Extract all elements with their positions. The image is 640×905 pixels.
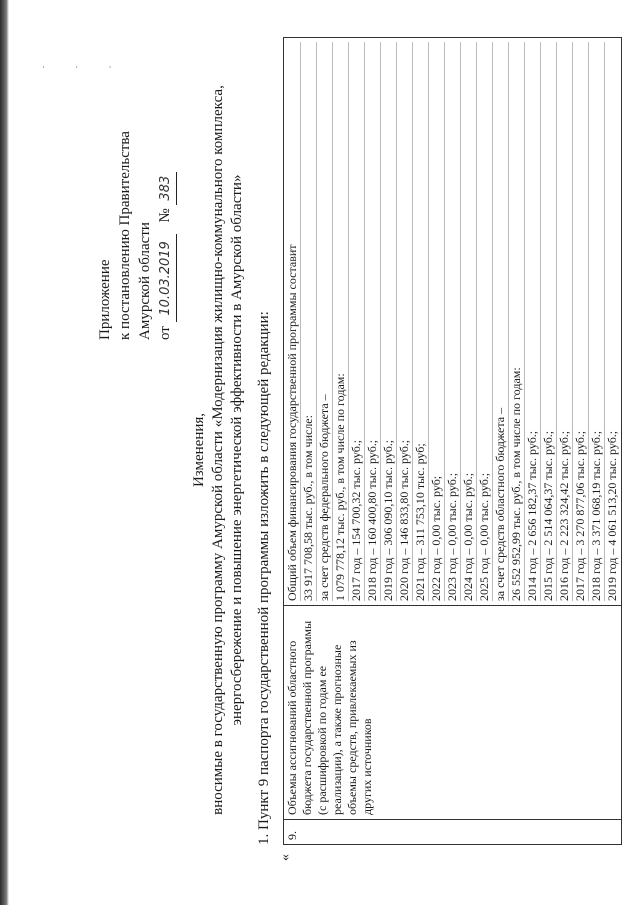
amount-line: 2016 год – 2 223 324,42 тыс. руб.;: [557, 42, 573, 601]
amount-line: 33 917 708,58 тыс. руб., в том числе:: [301, 42, 317, 601]
from-label: от: [157, 326, 173, 340]
amount-line: 2014 год – 2 656 182,37 тыс. руб.;: [525, 42, 541, 601]
title-heading: Изменения,: [191, 412, 207, 488]
amount-line: 2018 год – 160 400,80 тыс. руб.;: [365, 42, 381, 601]
title-line-1: вносимые в государственную программу Амурской области «Модернизация жилищно-коммунального комплекса,: [210, 85, 226, 815]
title-line-2: энергосбережение и повышение энергетической эффективности в Амурской области»: [229, 174, 245, 726]
amount-line: 2017 год – 3 270 877,06 тыс. руб.;: [573, 42, 589, 601]
amount-line: 2019 год – 306 090,10 тыс. руб.;: [381, 42, 397, 601]
passport-table: [283, 37, 622, 845]
appendix-region: Амурской области: [137, 222, 153, 340]
amount-line: 2025 год – 0,00 тыс. руб.;: [477, 42, 493, 601]
appendix-resolution: к постановлению Правительства: [117, 131, 133, 340]
amount-line: 2017 год – 154 700,32 тыс. руб.;: [349, 42, 365, 601]
number-label: №: [157, 208, 173, 223]
row-name: Объемы ассигнований областного бюджета государственной программы (с расшифровкой по годам ее реализации), а также прогнозные объемы средств, привлекаемых из других источников: [284, 606, 622, 820]
handwritten-date: 10.03.2019: [156, 234, 177, 322]
amount-line: Общий объем финансирования государственной программы составит: [285, 42, 301, 601]
amount-line: за счет средств федерального бюджета –: [317, 42, 333, 601]
opening-quote: «: [278, 854, 293, 861]
amount-line: 2015 год – 2 514 064,37 тыс. руб.;: [541, 42, 557, 601]
appendix-header: [95, 40, 177, 340]
appendix-date-line: [155, 40, 177, 340]
table-row: [284, 38, 622, 845]
amount-line: 2023 год – 0,00 тыс. руб.;: [445, 42, 461, 601]
scan-specks: · · ·: [42, 62, 126, 72]
handwritten-number: 383: [156, 172, 177, 205]
row-amounts: [284, 38, 622, 606]
instruction-text: 1. Пункт 9 паспорта государственной программы изложить в следующей редакции:: [256, 311, 272, 845]
amount-line: 2018 год – 3 371 068,19 тыс. руб.;: [589, 42, 605, 601]
amount-line: за счет средств областного бюджета –: [493, 42, 509, 601]
amount-line: 2021 год – 311 753,10 тыс. руб;: [413, 42, 429, 601]
amount-line: 1 079 778,12 тыс. руб., в том числе по годам:: [333, 42, 349, 601]
amount-line: 2024 год – 0,00 тыс. руб.;: [461, 42, 477, 601]
row-number: 9.: [284, 820, 622, 845]
amount-line: 26 552 952,99 тыс. руб., в том числе по годам:: [509, 42, 525, 601]
amount-line: 2022 год – 0,00 тыс. руб;: [429, 42, 445, 601]
amount-line: 2019 год – 4 061 513,20 тыс. руб.;: [605, 430, 619, 601]
appendix-title: Приложение: [97, 259, 113, 340]
document-title: [190, 35, 247, 865]
amount-line: 2020 год – 146 833,80 тыс. руб.;: [397, 42, 413, 601]
